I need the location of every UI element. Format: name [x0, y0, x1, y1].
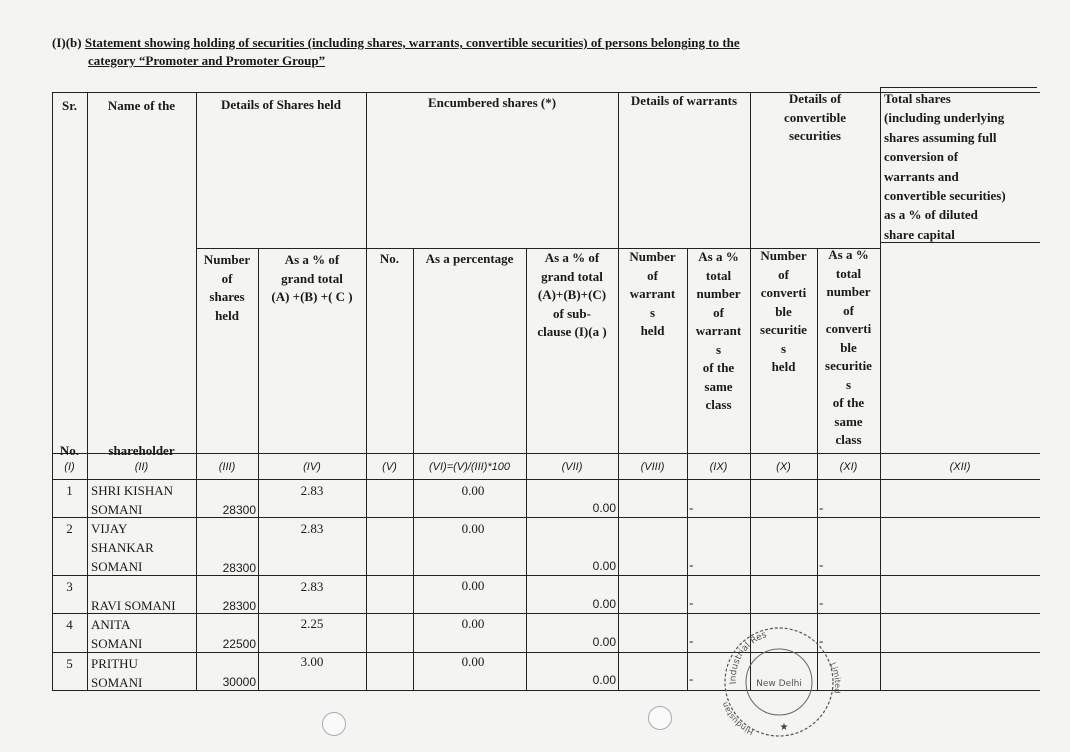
col-num: (II)	[134, 461, 149, 473]
row-name-line: SOMANI	[91, 636, 143, 651]
header-shareholder: shareholder	[108, 443, 175, 458]
seal-star-icon: ★	[779, 722, 789, 733]
row-name	[91, 596, 195, 615]
row-name	[91, 519, 195, 576]
col-num: (VIII)	[640, 461, 665, 473]
row-name-line: PRITHU	[91, 656, 138, 671]
row-war-pct: -	[689, 671, 694, 686]
row-enc-pct: 0.00	[461, 521, 485, 536]
row-name-line: ANITA	[91, 617, 131, 632]
row-shares: 28300	[222, 503, 256, 517]
subheader-enc-pct: As a percentage	[425, 251, 514, 266]
row-enc-pct: 0.00	[461, 616, 485, 631]
row-enc-pct: 0.00	[461, 654, 485, 669]
heading-prefix: (I)(b)	[52, 35, 82, 50]
subheader-line: total	[705, 267, 732, 283]
subheader-line: As a % of	[544, 250, 600, 265]
header-total	[884, 89, 1040, 244]
row-sr: 4	[66, 617, 73, 632]
subheader-line: converti	[760, 285, 807, 300]
subheader-line: same	[834, 413, 863, 429]
row-enc-pct: 0.00	[461, 578, 485, 593]
subheader-line: of the	[702, 360, 735, 375]
subheader-line: number	[826, 284, 871, 299]
subheader-enc-no: No.	[379, 251, 400, 266]
row-shares: 22500	[222, 637, 256, 651]
subheader-line: s	[715, 341, 722, 357]
seal-right-text: Limited	[828, 661, 842, 694]
subheader-enc-pct-grand	[526, 249, 618, 342]
subheader-line: class	[705, 397, 732, 412]
row-pct: 2.25	[300, 616, 324, 631]
row-pct: 2.83	[300, 483, 324, 498]
header-total-line: shares assuming full	[884, 129, 997, 145]
subheader-line: number	[696, 286, 741, 301]
subheader-line: held	[771, 359, 796, 374]
col-num: (III)	[218, 461, 236, 473]
subheader-line: As a %	[698, 249, 739, 264]
subheader-line: class	[835, 432, 862, 447]
row-pct: 3.00	[300, 654, 324, 669]
row-shares: 28300	[222, 599, 256, 613]
subheader-conv-pct	[817, 246, 880, 450]
subheader-line: of the	[832, 395, 865, 410]
row-enc-grand: 0.00	[592, 501, 616, 515]
row-sr: 1	[66, 483, 73, 498]
col-num: (V)	[382, 461, 397, 473]
subheader-line: same	[704, 378, 733, 394]
row-war-pct: -	[689, 633, 694, 648]
col-num: (X)	[776, 461, 791, 473]
col-num: (XII)	[949, 461, 971, 473]
seal-left-text: Hindustan	[720, 700, 755, 737]
subheader-number-of-shares	[196, 251, 258, 325]
col-num: (IX)	[709, 461, 728, 473]
subheader-line: As a %	[828, 247, 869, 262]
header-encumbered: Encumbered shares (*)	[427, 95, 557, 110]
row-sr: 3	[66, 579, 73, 594]
subheader-line: warrant	[695, 323, 742, 338]
header-total-line: Total shares	[884, 91, 951, 106]
subheader-line: converti	[825, 321, 872, 336]
subheader-line: total	[835, 265, 862, 281]
subheader-warrants-pct	[687, 248, 750, 415]
punch-hole-icon	[322, 712, 346, 736]
row-conv-pct: -	[819, 633, 824, 648]
header-convertible	[750, 90, 880, 146]
header-warrants: Details of warrants	[630, 93, 738, 108]
row-enc-pct: 0.00	[461, 483, 485, 498]
subheader-line: ble	[775, 303, 792, 319]
row-sr: 5	[66, 656, 73, 671]
header-convertible-line: securities	[789, 128, 841, 143]
subheader-line: of sub-	[553, 305, 591, 321]
row-conv-pct: -	[819, 557, 824, 572]
header-name: Name of the	[107, 98, 176, 113]
subheader-line: held	[215, 307, 239, 323]
col-num: (IV)	[303, 461, 321, 473]
row-war-pct: -	[689, 557, 694, 572]
row-name	[91, 654, 195, 692]
header-total-line: convertible securities)	[884, 188, 1006, 204]
header-convertible-line: Details of	[788, 91, 842, 106]
seal-center-text: New Delhi	[756, 679, 802, 689]
subheader-line: s	[780, 340, 787, 356]
heading-line2: category “Promoter and Promoter Group”	[88, 53, 326, 68]
punch-hole-icon	[648, 706, 672, 730]
subheader-line: of	[221, 270, 233, 286]
header-convertible-line: convertible	[783, 109, 847, 125]
subheader-line: As a % of	[284, 252, 340, 267]
col-num: (VI)=(V)/(III)*100	[429, 461, 510, 473]
row-name	[91, 481, 195, 519]
row-pct: 2.83	[300, 521, 324, 536]
row-enc-grand: 0.00	[592, 635, 616, 649]
row-shares: 30000	[222, 675, 256, 689]
company-seal-icon	[716, 622, 842, 740]
row-pct: 2.83	[300, 579, 324, 594]
subheader-line: of	[843, 302, 854, 318]
row-name-line: SOMANI	[91, 559, 143, 574]
row-name-line: SHRI KISHAN	[91, 483, 173, 498]
col-num: (XI)	[839, 461, 858, 473]
header-shares-held: Details of Shares held	[220, 97, 341, 112]
row-name	[91, 615, 195, 653]
subheader-line: of	[778, 266, 789, 282]
row-enc-grand: 0.00	[592, 559, 616, 573]
col-num: (VII)	[561, 461, 583, 473]
subheader-line: grand total	[281, 270, 343, 286]
row-war-pct: -	[689, 595, 694, 610]
row-conv-pct: -	[819, 595, 824, 610]
row-war-pct: -	[689, 500, 694, 515]
subheader-line: shares	[209, 289, 245, 304]
header-total-line: as a % of diluted	[884, 207, 978, 223]
header-total-line: share capital	[884, 226, 955, 242]
row-sr: 2	[66, 521, 73, 536]
subheader-line: Number	[760, 248, 807, 263]
subheader-line: ble	[840, 339, 857, 355]
subheader-line: warrant	[629, 286, 676, 301]
subheader-line: of	[713, 304, 724, 320]
subheader-warrants-held	[618, 248, 687, 341]
subheader-line: clause (I)(a )	[537, 324, 607, 339]
subheader-line: held	[640, 323, 665, 338]
subheader-line: (A) +(B) +( C )	[271, 289, 353, 304]
col-num: (I)	[64, 461, 75, 473]
row-name-line: SHANKAR	[91, 540, 154, 555]
row-name-line: RAVI SOMANI	[91, 598, 176, 613]
header-total-line: (including underlying	[884, 110, 1005, 126]
subheader-pct-grand-total	[258, 251, 366, 307]
subheader-line: of	[647, 267, 658, 283]
header-sr: Sr.	[61, 98, 78, 113]
header-total-line: warrants and	[884, 168, 959, 184]
subheader-line: s	[649, 304, 656, 320]
row-enc-grand: 0.00	[592, 673, 616, 687]
subheader-line: (A)+(B)+(C)	[537, 287, 607, 302]
row-name-line: VIJAY	[91, 521, 128, 536]
heading-line1: Statement showing holding of securities (including shares, warrants, convertible securities) of persons belonging to the	[84, 35, 740, 50]
subheader-line: securitie	[760, 322, 807, 337]
row-enc-grand: 0.00	[592, 597, 616, 611]
row-name-line: SOMANI	[91, 675, 143, 690]
subheader-line: Number	[203, 252, 251, 267]
row-name-line: SOMANI	[91, 502, 143, 517]
subheader-line: Number	[629, 249, 676, 264]
subheader-line: grand total	[541, 268, 603, 284]
subheader-line: s	[845, 376, 852, 392]
row-conv-pct: -	[819, 500, 824, 515]
subheader-line: securitie	[825, 358, 872, 373]
seal-top-text: Industrial Res	[728, 630, 769, 685]
header-total-line: conversion of	[884, 149, 959, 165]
header-no: No.	[59, 443, 80, 458]
subheader-conv-held	[750, 247, 817, 377]
row-shares: 28300	[222, 561, 256, 575]
